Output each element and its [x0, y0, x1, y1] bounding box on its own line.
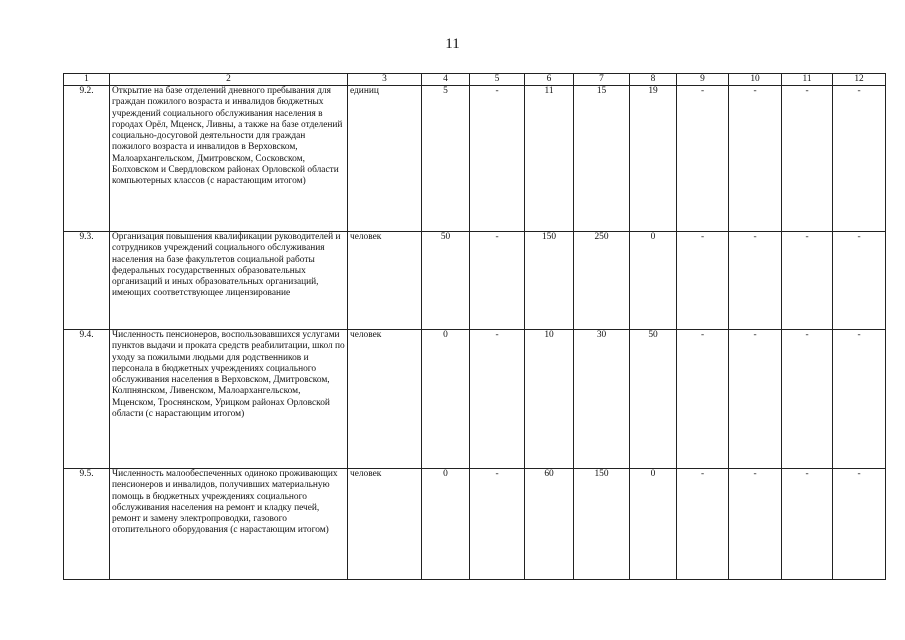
value-cell: 11 — [525, 86, 574, 232]
column-header: 12 — [833, 74, 886, 86]
row-number: 9.4. — [64, 330, 110, 469]
value-cell: - — [470, 330, 525, 469]
indicator-description: Численность малообеспеченных одиноко проживающих пенсионеров и инвалидов, получивших материальную помощь в бюджетных учреждениях социального обслуживания населения на ремонт и кладку печей, ремонт и замену электропроводки, газового отопительного оборудования (с нарастающим итогом) — [110, 469, 348, 580]
value-cell: 150 — [574, 469, 630, 580]
value-cell: 50 — [630, 330, 677, 469]
unit-of-measure: человек — [348, 232, 422, 330]
value-cell: - — [677, 469, 729, 580]
column-header: 9 — [677, 74, 729, 86]
column-header: 11 — [782, 74, 833, 86]
value-cell: 0 — [630, 232, 677, 330]
table-row — [64, 330, 886, 469]
value-cell: 15 — [574, 86, 630, 232]
column-header: 8 — [630, 74, 677, 86]
value-cell: - — [729, 86, 782, 232]
value-cell: - — [782, 330, 833, 469]
column-header: 3 — [348, 74, 422, 86]
column-header: 7 — [574, 74, 630, 86]
value-cell: 0 — [422, 330, 470, 469]
value-cell: 30 — [574, 330, 630, 469]
value-cell: - — [470, 469, 525, 580]
value-cell: - — [833, 232, 886, 330]
value-cell: - — [470, 232, 525, 330]
indicator-table — [63, 73, 886, 580]
column-header: 5 — [470, 74, 525, 86]
value-cell: - — [470, 86, 525, 232]
column-header: 10 — [729, 74, 782, 86]
unit-of-measure: человек — [348, 330, 422, 469]
value-cell: - — [729, 330, 782, 469]
value-cell: - — [782, 232, 833, 330]
value-cell: - — [782, 469, 833, 580]
value-cell: 50 — [422, 232, 470, 330]
value-cell: - — [677, 86, 729, 232]
value-cell: - — [729, 469, 782, 580]
table-row — [64, 469, 886, 580]
value-cell: 19 — [630, 86, 677, 232]
value-cell: - — [782, 86, 833, 232]
unit-of-measure: единиц — [348, 86, 422, 232]
row-number: 9.5. — [64, 469, 110, 580]
row-number: 9.2. — [64, 86, 110, 232]
column-header: 6 — [525, 74, 574, 86]
value-cell: - — [677, 330, 729, 469]
column-header: 4 — [422, 74, 470, 86]
column-number-row — [64, 74, 886, 86]
table-row — [64, 232, 886, 330]
indicator-description: Численность пенсионеров, воспользовавшихся услугами пунктов выдачи и проката средств реабилитации, школ по уходу за пожилыми людьми для родственников и персонала в бюджетных учреждениях социального обслуживания населения в Верховском, Дмитровском, Колпнянском, Ливенском, Малоархангельском, Мценском, Троснянском, Урицком районах Орловской области (с нарастающим итогом) — [110, 330, 348, 469]
value-cell: 150 — [525, 232, 574, 330]
column-header: 1 — [64, 74, 110, 86]
value-cell: 250 — [574, 232, 630, 330]
value-cell: - — [833, 86, 886, 232]
value-cell: - — [833, 469, 886, 580]
indicator-description: Организация повышения квалификации руководителей и сотрудников учреждений социального обслуживания населения на базе факультетов социальной работы федеральных государственных образовательных организаций и иных образовательных организаций, имеющих соответствующее лицензирование — [110, 232, 348, 330]
unit-of-measure: человек — [348, 469, 422, 580]
value-cell: 5 — [422, 86, 470, 232]
value-cell: 60 — [525, 469, 574, 580]
column-header: 2 — [110, 74, 348, 86]
value-cell: 10 — [525, 330, 574, 469]
value-cell: - — [729, 232, 782, 330]
value-cell: 0 — [630, 469, 677, 580]
value-cell: 0 — [422, 469, 470, 580]
value-cell: - — [677, 232, 729, 330]
table-row — [64, 86, 886, 232]
row-number: 9.3. — [64, 232, 110, 330]
value-cell: - — [833, 330, 886, 469]
page-number: 11 — [445, 36, 460, 52]
indicator-description: Открытие на базе отделений дневного пребывания для граждан пожилого возраста и инвалидов бюджетных учреждений социального обслуживания населения в городах Орёл, Мценск, Ливны, а также на базе отделений социально-досуговой деятельности для граждан пожилого возраста и инвалидов в Верховском, Малоархангельском, Дмитровском, Сосковском, Болховском и Свердловском районах Орловской области компьютерных классов (с нарастающим итогом) — [110, 86, 348, 232]
